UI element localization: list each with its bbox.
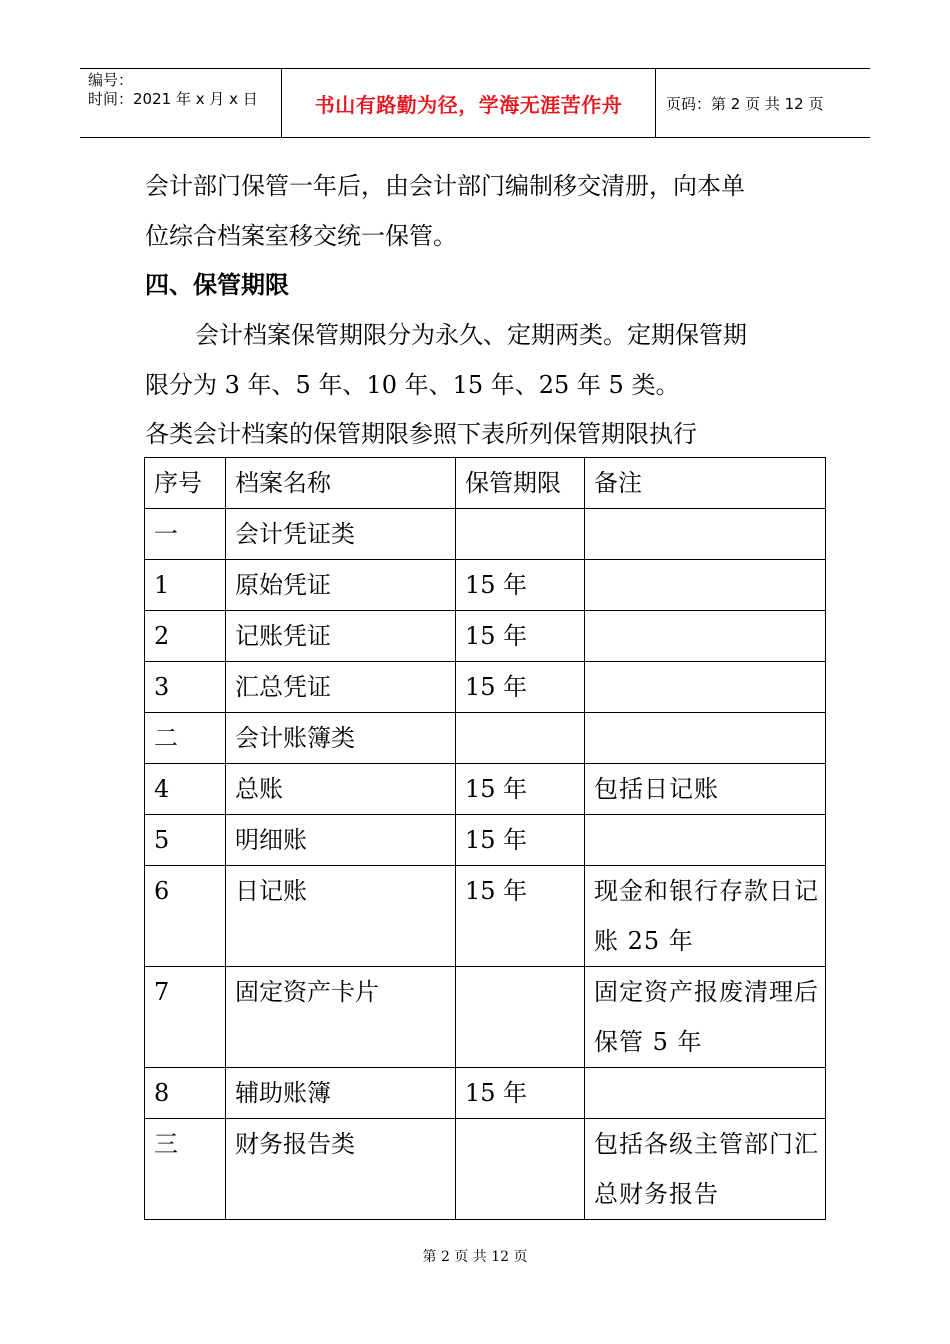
- table-cell-no: 二: [145, 713, 226, 764]
- table-cell-note: 固定资产报废清理后保管 5 年: [585, 967, 826, 1068]
- table-cell-note: [585, 611, 826, 662]
- table-cell-no: 6: [145, 866, 226, 967]
- paragraph-line: 位综合档案室移交统一保管。: [145, 222, 457, 250]
- table-cell-name: 记账凭证: [226, 611, 456, 662]
- table-header-row: [145, 458, 826, 509]
- table-cell-note: 现金和银行存款日记账 25 年: [585, 866, 826, 967]
- table-cell-name: 汇总凭证: [226, 662, 456, 713]
- header-page-info: 页码：第 2 页 共 12 页: [666, 94, 824, 113]
- table-cell-note: 包括各级主管部门汇总财务报告: [585, 1119, 826, 1220]
- table-row: [145, 1119, 826, 1220]
- table-cell-period: 15 年: [456, 611, 585, 662]
- table-cell-no: 5: [145, 815, 226, 866]
- paragraph-line: 会计档案保管期限分为永久、定期两类。定期保管期: [195, 321, 747, 349]
- header-meta: [80, 69, 282, 137]
- table-cell-period: 15 年: [456, 1068, 585, 1119]
- table-row: [145, 764, 826, 815]
- table-row: [145, 713, 826, 764]
- table-cell-name: 财务报告类: [226, 1119, 456, 1220]
- table-cell-no: 8: [145, 1068, 226, 1119]
- document-number-label: 编号：: [88, 71, 134, 89]
- table-header-cell: 档案名称: [226, 458, 456, 509]
- table-row: [145, 662, 826, 713]
- table-cell-name: 固定资产卡片: [226, 967, 456, 1068]
- table-header-cell: 保管期限: [456, 458, 585, 509]
- table-cell-no: 3: [145, 662, 226, 713]
- table-row: [145, 967, 826, 1068]
- page-header: [80, 68, 870, 138]
- table-header-cell: 序号: [145, 458, 226, 509]
- table-cell-note: [585, 713, 826, 764]
- table-cell-period: [456, 713, 585, 764]
- table-cell-name: 总账: [226, 764, 456, 815]
- table-row: [145, 1068, 826, 1119]
- paragraph-line: 限分为 3 年、5 年、10 年、15 年、25 年 5 类。: [145, 371, 680, 399]
- table-cell-no: 4: [145, 764, 226, 815]
- table-cell-period: 15 年: [456, 662, 585, 713]
- table-cell-name: 明细账: [226, 815, 456, 866]
- table-cell-name: 辅助账簿: [226, 1068, 456, 1119]
- table-cell-no: 一: [145, 509, 226, 560]
- table-row: [145, 611, 826, 662]
- table-cell-period: 15 年: [456, 560, 585, 611]
- table-cell-period: [456, 1119, 585, 1220]
- table-row: [145, 560, 826, 611]
- retention-table: [144, 457, 826, 1220]
- table-cell-no: 三: [145, 1119, 226, 1220]
- table-cell-name: 会计凭证类: [226, 509, 456, 560]
- table-cell-name: 会计账簿类: [226, 713, 456, 764]
- table-caption: 各类会计档案的保管期限参照下表所列保管期限执行: [145, 420, 697, 448]
- table-cell-name: 原始凭证: [226, 560, 456, 611]
- document-date: 时间：2021 年 x 月 x 日: [88, 90, 258, 108]
- header-motto: 书山有路勤为径，学海无涯苦作舟: [282, 69, 656, 137]
- page-footer: 第 2 页 共 12 页: [422, 1249, 528, 1265]
- table-cell-period: 15 年: [456, 866, 585, 967]
- table-cell-period: 15 年: [456, 815, 585, 866]
- table-cell-note: 包括日记账: [585, 764, 826, 815]
- table-cell-note: [585, 1068, 826, 1119]
- table-cell-no: 7: [145, 967, 226, 1068]
- table-cell-period: [456, 967, 585, 1068]
- table-row: [145, 866, 826, 967]
- table-cell-no: 2: [145, 611, 226, 662]
- table-cell-no: 1: [145, 560, 226, 611]
- paragraph-line: 会计部门保管一年后，由会计部门编制移交清册，向本单: [145, 172, 745, 200]
- table-cell-note: [585, 662, 826, 713]
- table-cell-name: 日记账: [226, 866, 456, 967]
- table-header-cell: 备注: [585, 458, 826, 509]
- table-cell-period: [456, 509, 585, 560]
- table-row: [145, 509, 826, 560]
- table-cell-note: [585, 560, 826, 611]
- table-cell-period: 15 年: [456, 764, 585, 815]
- section-heading: 四、保管期限: [145, 270, 289, 299]
- table-row: [145, 815, 826, 866]
- table-cell-note: [585, 509, 826, 560]
- table-cell-note: [585, 815, 826, 866]
